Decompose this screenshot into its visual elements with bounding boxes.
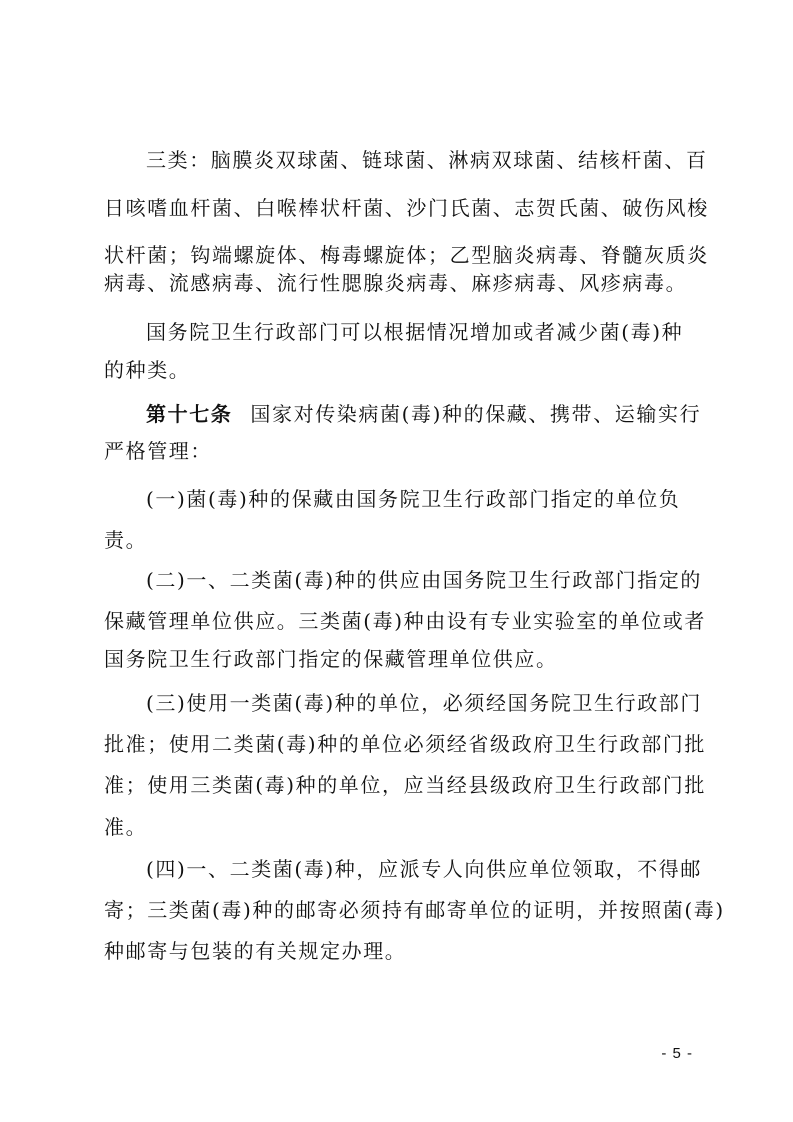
text-line: 责。 <box>104 528 148 552</box>
text-line: 准。 <box>104 815 148 839</box>
text-line: (四)一、二类菌(毒)种，应派专人向供应单位领取，不得邮 <box>146 857 703 881</box>
text-line: 种邮寄与包装的有关规定办理。 <box>104 939 407 963</box>
text-line: 的种类。 <box>104 358 191 382</box>
text-line: 严格管理： <box>104 439 212 463</box>
page-number: - 5 - <box>661 1045 693 1062</box>
text-line: 日咳嗜血杆菌、白喉棒状杆菌、沙门氏菌、志贺氏菌、破伤风梭 <box>104 196 709 220</box>
text-line: 三类：脑膜炎双球菌、链球菌、淋病双球菌、结核杆菌、百 <box>146 148 708 172</box>
text-line: 寄；三类菌(毒)种的邮寄必须持有邮寄单位的证明，并按照菌(毒) <box>104 898 725 922</box>
text-line: 病毒、流感病毒、流行性腮腺炎病毒、麻疹病毒、风疹病毒。 <box>104 271 688 295</box>
text-line: 国务院卫生行政部门指定的保藏管理单位供应。 <box>104 647 558 671</box>
text-line: 状杆菌；钩端螺旋体、梅毒螺旋体；乙型脑炎病毒、脊髓灰质炎 <box>104 243 709 267</box>
article-line <box>146 402 701 426</box>
text-line: (三)使用一类菌(毒)种的单位，必须经国务院卫生行政部门 <box>146 691 703 715</box>
text-line: 保藏管理单位供应。三类菌(毒)种由设有专业实验室的单位或者 <box>104 609 707 633</box>
text-line: 准；使用三类菌(毒)种的单位，应当经县级政府卫生行政部门批 <box>104 773 707 797</box>
text-line: 国务院卫生行政部门可以根据情况增加或者减少菌(毒)种 <box>146 320 684 344</box>
article-text: 国家对传染病菌(毒)种的保藏、携带、运输实行 <box>250 402 702 426</box>
text-line: (二)一、二类菌(毒)种的供应由国务院卫生行政部门指定的 <box>146 568 703 592</box>
text-line: 批准；使用二类菌(毒)种的单位必须经省级政府卫生行政部门批 <box>104 732 707 756</box>
text-line: (一)菌(毒)种的保藏由国务院卫生行政部门指定的单位负 <box>146 487 681 511</box>
article-label: 第十七条 <box>146 402 233 426</box>
